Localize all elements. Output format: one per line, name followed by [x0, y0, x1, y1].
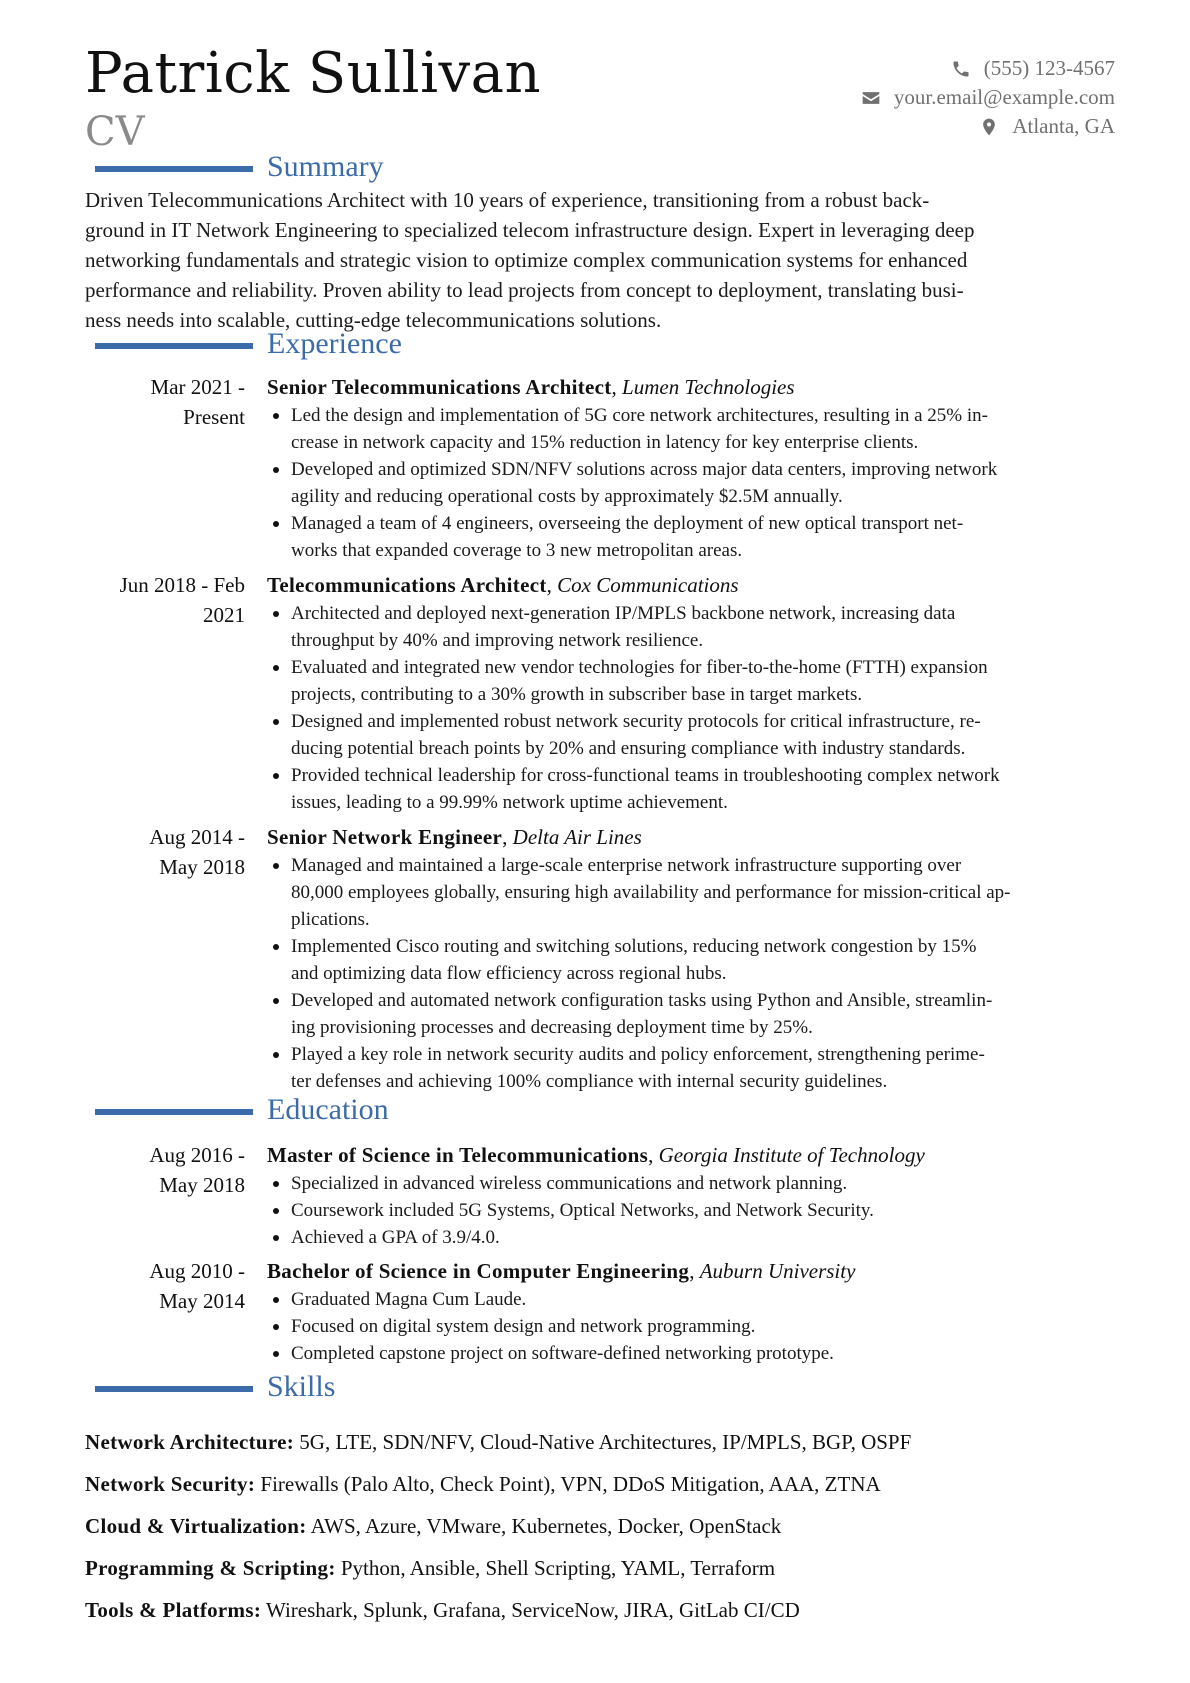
skill-values: 5G, LTE, SDN/NFV, Cloud-Native Architectures, IP/MPLS, BGP, OSPF	[299, 1430, 912, 1454]
bullet-item	[267, 456, 1115, 510]
bullet-item	[267, 1340, 1115, 1367]
bullet-line: Managed a team of 4 engineers, overseeing the deployment of new optical transport net-	[291, 513, 964, 534]
section-title: Summary	[267, 150, 384, 183]
summary-line: performance and reliability. Proven ability to lead projects from concept to deployment, translating busi-	[85, 278, 964, 302]
bullet-line: Managed and maintained a large-scale enterprise network infrastructure supporting over	[291, 855, 962, 876]
skill-values: Python, Ansible, Shell Scripting, YAML, Terraform	[340, 1556, 776, 1580]
section-skills-heading	[95, 1370, 1115, 1410]
summary-line: Driven Telecommunications Architect with 10 years of experience, transitioning from a robust back-	[85, 188, 930, 212]
job-title: Telecommunications Architect	[267, 573, 547, 597]
date-line: Present	[183, 405, 245, 429]
entry-title: Senior Telecommunications Architect, Lumen Technologies	[267, 375, 795, 399]
section-education-heading	[95, 1093, 1115, 1133]
bullet-item	[267, 933, 1115, 987]
date-line: Mar 2021 -	[150, 375, 245, 399]
bullet-line: works that expanded coverage to 3 new metropolitan areas.	[291, 540, 743, 561]
bullet-line: issues, leading to a 99.99% network uptime achievement.	[291, 792, 728, 813]
skill-row	[85, 1595, 1115, 1637]
contact-email	[755, 83, 1115, 112]
contact-phone	[755, 54, 1115, 83]
bullet-dot	[273, 944, 279, 950]
entry-date	[85, 570, 245, 630]
section-rule	[95, 1386, 253, 1392]
bullet-dot	[273, 1351, 279, 1357]
organization: Delta Air Lines	[512, 825, 642, 849]
summary-line: ness needs into scalable, cutting-edge telecommunications solutions.	[85, 308, 662, 332]
bullet-line: ing provisioning processes and decreasing deployment time by 25%.	[291, 1017, 813, 1038]
bullet-dot	[273, 863, 279, 869]
section-title: Skills	[267, 1370, 336, 1403]
bullet-item	[267, 1313, 1115, 1340]
bullet-item	[267, 708, 1115, 762]
summary-line: ground in IT Network Engineering to specialized telecom infrastructure design. Expert in leveraging deep	[85, 218, 975, 242]
bullet-list	[267, 402, 1115, 564]
section-title: Experience	[267, 327, 402, 360]
institution: Auburn University	[699, 1259, 856, 1283]
bullet-dot	[273, 1208, 279, 1214]
bullet-line: Evaluated and integrated new vendor technologies for fiber-to-the-home (FTTH) expansion	[291, 657, 988, 678]
bullet-line: ducing potential breach points by 20% and ensuring compliance with industry standards.	[291, 738, 966, 759]
bullet-line: Graduated Magna Cum Laude.	[291, 1289, 527, 1310]
bullet-item	[267, 510, 1115, 564]
section-rule	[95, 166, 253, 172]
bullet-dot	[273, 611, 279, 617]
bullet-dot	[273, 521, 279, 527]
bullet-item	[267, 852, 1115, 933]
date-line: May 2018	[159, 855, 245, 879]
bullet-list	[267, 1170, 1115, 1251]
bullet-item	[267, 402, 1115, 456]
date-line: May 2018	[159, 1173, 245, 1197]
skill-values: Wireshark, Splunk, Grafana, ServiceNow, JIRA, GitLab CI/CD	[265, 1598, 800, 1622]
bullet-dot	[273, 1324, 279, 1330]
entry-date	[85, 822, 245, 882]
phone-icon	[951, 59, 971, 79]
bullet-list	[267, 600, 1115, 816]
bullet-line: and optimizing data flow efficiency across regional hubs.	[291, 963, 727, 984]
section-experience-heading	[95, 327, 1115, 367]
bullet-line: ter defenses and achieving 100% compliance with internal security guidelines.	[291, 1071, 888, 1092]
entry-date	[85, 1256, 245, 1316]
bullet-line: Completed capstone project on software-defined networking prototype.	[291, 1343, 834, 1364]
bullet-dot	[273, 719, 279, 725]
bullet-line: Coursework included 5G Systems, Optical Networks, and Network Security.	[291, 1200, 874, 1221]
job-title: Senior Telecommunications Architect	[267, 375, 612, 399]
bullet-line: Developed and optimized SDN/NFV solutions across major data centers, improving network	[291, 459, 998, 480]
bullet-line: agility and reducing operational costs by approximately $2.5M annually.	[291, 486, 843, 507]
bullet-dot	[273, 413, 279, 419]
bullet-line: Played a key role in network security audits and policy enforcement, strengthening perime-	[291, 1044, 985, 1065]
bullet-line: Provided technical leadership for cross-functional teams in troubleshooting complex network	[291, 765, 1000, 786]
document-subtitle: CV	[85, 109, 145, 155]
date-line: Aug 2014 -	[149, 825, 245, 849]
entry-title: Senior Network Engineer, Delta Air Lines	[267, 825, 642, 849]
skill-row	[85, 1511, 1115, 1553]
bullet-item	[267, 987, 1115, 1041]
bullet-line: throughput by 40% and improving network resilience.	[291, 630, 704, 651]
skill-values: AWS, Azure, VMware, Kubernetes, Docker, OpenStack	[310, 1514, 782, 1538]
skill-row	[85, 1427, 1115, 1469]
bullet-item	[267, 762, 1115, 816]
skill-row	[85, 1469, 1115, 1511]
bullet-line: plications.	[291, 909, 370, 930]
skill-category: Network Architecture:	[85, 1430, 295, 1454]
summary-text	[85, 185, 1115, 335]
bullet-item	[267, 1286, 1115, 1313]
summary-line: networking fundamentals and strategic vision to optimize complex communication systems for enhanced	[85, 248, 968, 272]
bullet-dot	[273, 1235, 279, 1241]
bullet-line: Led the design and implementation of 5G core network architectures, resulting in a 25% in-	[291, 405, 988, 426]
bullet-line: 80,000 employees globally, ensuring high availability and performance for mission-critical ap-	[291, 882, 1011, 903]
bullet-list	[267, 1286, 1115, 1367]
degree-title: Bachelor of Science in Computer Engineering	[267, 1259, 690, 1283]
organization: Lumen Technologies	[622, 375, 795, 399]
date-line: Jun 2018 - Feb	[119, 573, 245, 597]
bullet-item	[267, 1041, 1115, 1095]
entry-title: Telecommunications Architect, Cox Communications	[267, 573, 739, 597]
bullet-list	[267, 852, 1115, 1095]
bullet-line: Specialized in advanced wireless communications and network planning.	[291, 1173, 848, 1194]
date-line: Aug 2010 -	[149, 1259, 245, 1283]
bullet-line: Designed and implemented robust network security protocols for critical infrastructure, re-	[291, 711, 981, 732]
section-title: Education	[267, 1093, 389, 1126]
section-summary-heading	[95, 150, 1115, 190]
map-pin-icon	[979, 117, 999, 137]
date-line: May 2014	[159, 1289, 245, 1313]
skills-list	[85, 1427, 1115, 1637]
bullet-item	[267, 654, 1115, 708]
contact-location	[755, 112, 1115, 141]
bullet-dot	[273, 1052, 279, 1058]
bullet-dot	[273, 1181, 279, 1187]
bullet-dot	[273, 665, 279, 671]
skill-category: Programming & Scripting:	[85, 1556, 336, 1580]
date-line: 2021	[203, 603, 245, 627]
entry-title: Bachelor of Science in Computer Engineering, Auburn University	[267, 1259, 856, 1283]
section-rule	[95, 1109, 253, 1115]
skill-category: Tools & Platforms:	[85, 1598, 262, 1622]
institution: Georgia Institute of Technology	[658, 1143, 925, 1167]
bullet-line: crease in network capacity and 15% reduction in latency for key enterprise clients.	[291, 432, 919, 453]
organization: Cox Communications	[557, 573, 739, 597]
skill-category: Network Security:	[85, 1472, 256, 1496]
contact-block	[755, 54, 1115, 141]
bullet-line: Implemented Cisco routing and switching solutions, reducing network congestion by 15%	[291, 936, 977, 957]
date-line: Aug 2016 -	[149, 1143, 245, 1167]
bullet-dot	[273, 998, 279, 1004]
skill-row	[85, 1553, 1115, 1595]
phone-text: (555) 123-4567	[983, 56, 1115, 80]
bullet-dot	[273, 467, 279, 473]
envelope-icon	[861, 88, 881, 108]
bullet-item	[267, 600, 1115, 654]
skill-category: Cloud & Virtualization:	[85, 1514, 307, 1538]
bullet-line: Developed and automated network configuration tasks using Python and Ansible, streamlin-	[291, 990, 993, 1011]
entry-date	[85, 1140, 245, 1200]
location-text: Atlanta, GA	[1012, 114, 1115, 138]
job-title: Senior Network Engineer	[267, 825, 503, 849]
bullet-item	[267, 1224, 1115, 1251]
section-rule	[95, 343, 253, 349]
bullet-line: Focused on digital system design and network programming.	[291, 1316, 756, 1337]
email-text[interactable]: your.email@example.com	[893, 85, 1115, 109]
entry-date	[85, 372, 245, 432]
entry-title: Master of Science in Telecommunications, Georgia Institute of Technology	[267, 1143, 925, 1167]
candidate-name: Patrick Sullivan	[85, 41, 542, 106]
skill-values: Firewalls (Palo Alto, Check Point), VPN, DDoS Mitigation, AAA, ZTNA	[260, 1472, 881, 1496]
bullet-line: Achieved a GPA of 3.9/4.0.	[291, 1227, 500, 1248]
bullet-dot	[273, 1297, 279, 1303]
bullet-item	[267, 1197, 1115, 1224]
bullet-line: projects, contributing to a 30% growth in subscriber base in target markets.	[291, 684, 863, 705]
degree-title: Master of Science in Telecommunications	[267, 1143, 649, 1167]
bullet-dot	[273, 773, 279, 779]
bullet-item	[267, 1170, 1115, 1197]
bullet-line: Architected and deployed next-generation IP/MPLS backbone network, increasing data	[291, 603, 956, 624]
